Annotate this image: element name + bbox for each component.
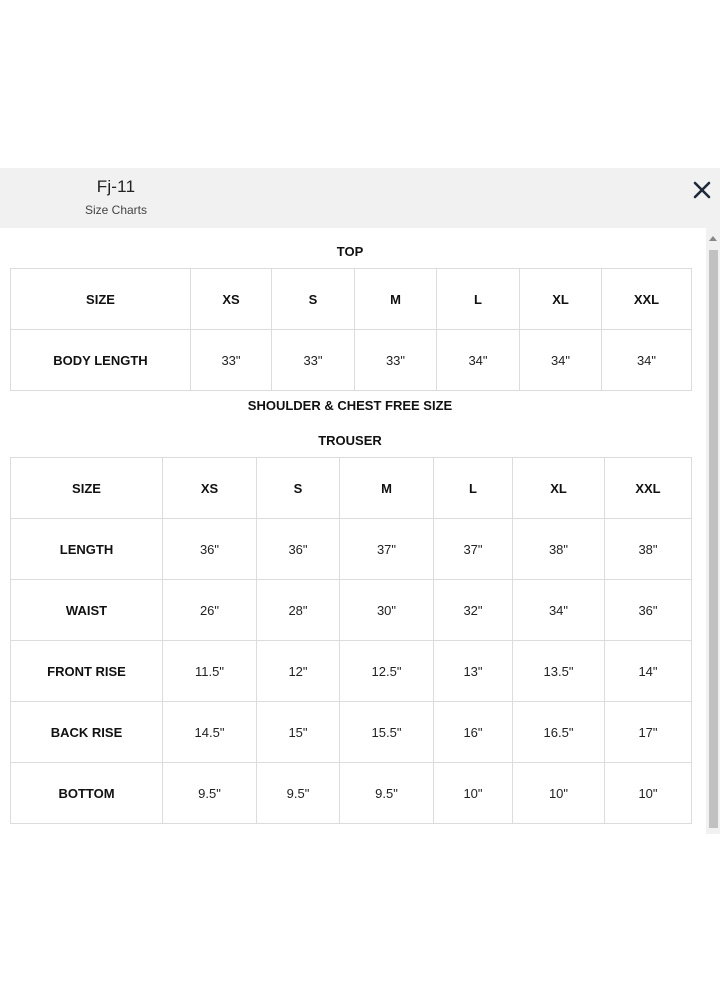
close-button[interactable]: [690, 178, 714, 202]
table-cell: 9.5": [257, 763, 340, 824]
table-cell: 9.5": [340, 763, 434, 824]
table-cell: 9.5": [163, 763, 257, 824]
table-cell: 37": [340, 519, 434, 580]
table-cell: 30": [340, 580, 434, 641]
table-cell: 13": [434, 641, 513, 702]
row-label: LENGTH: [11, 519, 163, 580]
table-row: [11, 763, 692, 824]
table-cell: 16.5": [513, 702, 605, 763]
table-cell: 36": [605, 580, 692, 641]
table-cell: 16": [434, 702, 513, 763]
table-row: [11, 580, 692, 641]
table-cell: 36": [163, 519, 257, 580]
table-cell: 11.5": [163, 641, 257, 702]
header-cell: XS: [163, 458, 257, 519]
header-cell: M: [340, 458, 434, 519]
table-cell: 36": [257, 519, 340, 580]
top-heading: TOP: [336, 244, 364, 259]
row-label: WAIST: [11, 580, 163, 641]
modal-header: [0, 168, 720, 228]
table-cell: 38": [513, 519, 605, 580]
table-cell: 10": [605, 763, 692, 824]
close-icon: [690, 178, 714, 202]
modal-body: [0, 228, 706, 834]
trouser-size-table: [10, 457, 692, 824]
header-cell: XL: [520, 269, 602, 330]
table-cell: 34": [437, 330, 520, 391]
table-cell: 33": [355, 330, 437, 391]
table-cell: 34": [520, 330, 602, 391]
table-cell: 32": [434, 580, 513, 641]
header-cell: SIZE: [11, 458, 163, 519]
table-cell: 34": [513, 580, 605, 641]
table-cell: 38": [605, 519, 692, 580]
table-cell: 34": [602, 330, 692, 391]
trouser-heading: TROUSER: [318, 433, 382, 448]
modal-title: Fj-11: [96, 177, 136, 196]
table-header-row: [11, 269, 692, 330]
row-label: BOTTOM: [11, 763, 163, 824]
modal-subtitle: Size Charts: [84, 203, 148, 217]
header-cell: XXL: [602, 269, 692, 330]
table-cell: 37": [434, 519, 513, 580]
table-cell: 33": [272, 330, 355, 391]
header-cell: S: [272, 269, 355, 330]
table-header-row: [11, 458, 692, 519]
header-cell: XS: [191, 269, 272, 330]
row-label: BODY LENGTH: [11, 330, 191, 391]
size-chart-modal: [0, 168, 720, 834]
header-cell: L: [437, 269, 520, 330]
table-cell: 15.5": [340, 702, 434, 763]
table-row: [11, 641, 692, 702]
header-cell: XL: [513, 458, 605, 519]
scroll-up-arrow-icon[interactable]: [709, 236, 717, 241]
row-label: BACK RISE: [11, 702, 163, 763]
table-cell: 12.5": [340, 641, 434, 702]
table-cell: 14.5": [163, 702, 257, 763]
table-row: [11, 519, 692, 580]
top-size-table: [10, 268, 692, 391]
table-cell: 17": [605, 702, 692, 763]
header-cell: S: [257, 458, 340, 519]
table-row: [11, 330, 692, 391]
top-note: SHOULDER & CHEST FREE SIZE: [247, 398, 453, 413]
table-cell: 26": [163, 580, 257, 641]
header-cell: XXL: [605, 458, 692, 519]
table-cell: 14": [605, 641, 692, 702]
table-row: [11, 702, 692, 763]
table-cell: 10": [434, 763, 513, 824]
header-cell: L: [434, 458, 513, 519]
table-cell: 13.5": [513, 641, 605, 702]
row-label: FRONT RISE: [11, 641, 163, 702]
table-cell: 33": [191, 330, 272, 391]
table-cell: 10": [513, 763, 605, 824]
header-cell: SIZE: [11, 269, 191, 330]
table-cell: 28": [257, 580, 340, 641]
table-cell: 15": [257, 702, 340, 763]
vertical-scrollbar[interactable]: [706, 228, 720, 834]
scrollbar-thumb[interactable]: [709, 250, 718, 828]
header-cell: M: [355, 269, 437, 330]
table-cell: 12": [257, 641, 340, 702]
